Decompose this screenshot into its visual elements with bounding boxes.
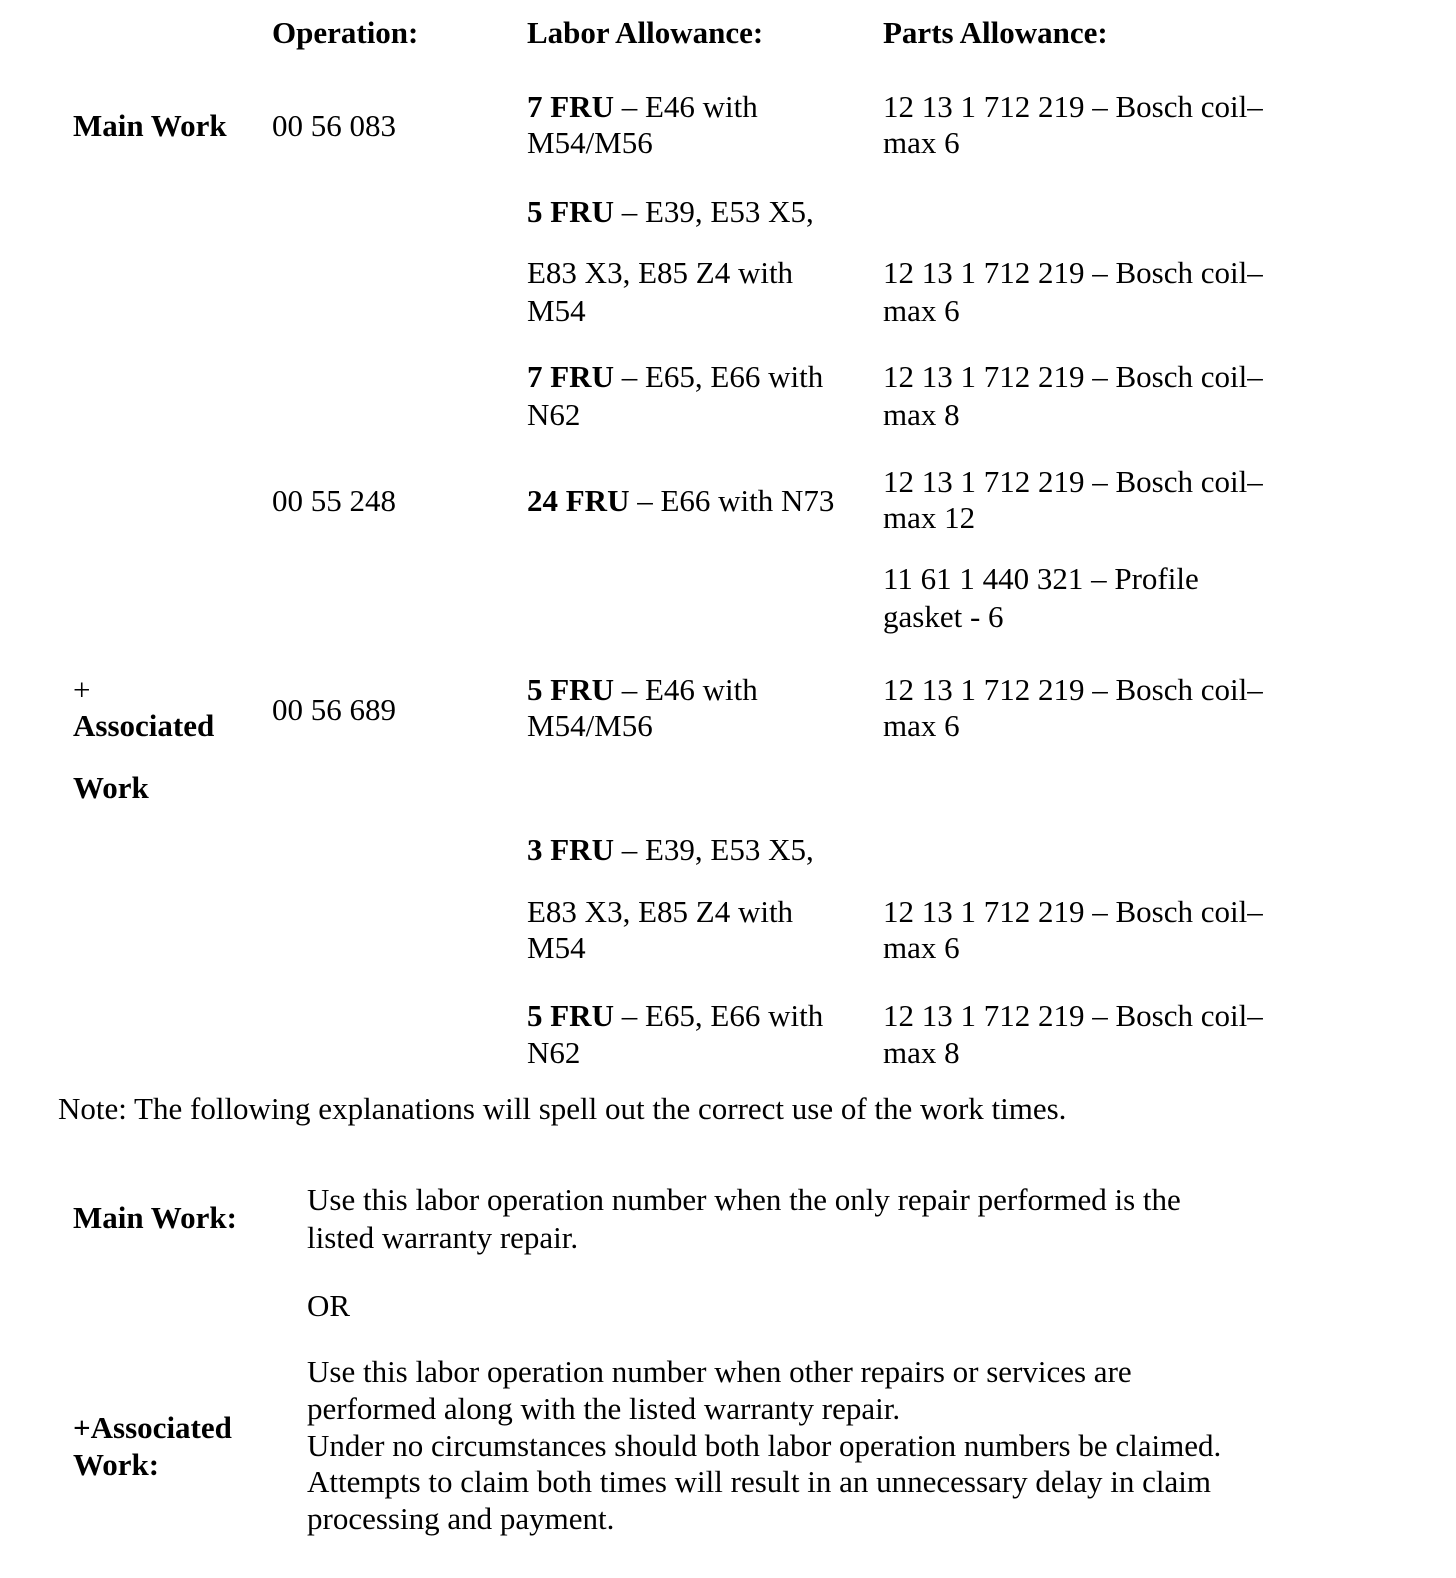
labor-row-10-line-2: N62 xyxy=(527,1035,581,1070)
parts-row-9-line-2: max 6 xyxy=(883,930,960,965)
parts-row-6: 11 61 1 440 321 – Profile xyxy=(883,561,1199,596)
labor-row-5 xyxy=(527,482,834,519)
parts-row-7: 12 13 1 712 219 – Bosch coil– xyxy=(883,672,1263,707)
explanation-associated-text-3: Under no circumstances should both labor operation numbers be claimed. xyxy=(307,1428,1222,1463)
parts-row-5-line-2: max 12 xyxy=(883,500,976,535)
header-operation: Operation: xyxy=(272,15,419,50)
labor-fru: 7 FRU xyxy=(527,89,614,124)
explanation-associated-work-label-line-2: Work: xyxy=(73,1447,160,1482)
labor-row-3: E83 X3, E85 Z4 with xyxy=(527,255,794,290)
parts-row-1-line-2: max 6 xyxy=(883,125,960,160)
labor-text: – E65, E66 with xyxy=(613,998,824,1033)
main-work-label: Main Work xyxy=(73,108,227,143)
note-text: Note: The following explanations will spell out the correct use of the work times. xyxy=(58,1091,1067,1126)
labor-fru: 5 FRU xyxy=(527,998,614,1033)
explanation-associated-text-2: performed along with the listed warranty repair. xyxy=(307,1391,901,1426)
header-parts-allowance: Parts Allowance: xyxy=(883,15,1108,50)
explanation-main-work-text: Use this labor operation number when the only repair performed is the xyxy=(307,1182,1181,1217)
labor-text: – E46 with xyxy=(613,672,758,707)
labor-fru: 7 FRU xyxy=(527,359,614,394)
parts-row-1: 12 13 1 712 219 – Bosch coil– xyxy=(883,89,1263,124)
labor-fru: 5 FRU xyxy=(527,672,614,707)
explanation-main-work-label: Main Work: xyxy=(73,1200,237,1235)
labor-row-1-line-2: M54/M56 xyxy=(527,125,653,160)
main-work-operation: 00 56 083 xyxy=(272,108,396,143)
parts-row-5: 12 13 1 712 219 – Bosch coil– xyxy=(883,464,1263,499)
labor-row-9: E83 X3, E85 Z4 with xyxy=(527,894,794,929)
labor-row-3-line-2: M54 xyxy=(527,293,586,328)
labor-text: – E65, E66 with xyxy=(613,359,824,394)
operation-00-56-689: 00 56 689 xyxy=(272,692,396,727)
explanation-associated-text-4: Attempts to claim both times will result in an unnecessary delay in claim xyxy=(307,1464,1211,1499)
parts-row-10: 12 13 1 712 219 – Bosch coil– xyxy=(883,998,1263,1033)
labor-text: – E46 with xyxy=(613,89,758,124)
labor-row-4-line-2: N62 xyxy=(527,397,581,432)
associated-work-label: Associated xyxy=(73,708,215,743)
parts-row-7-line-2: max 6 xyxy=(883,708,960,743)
labor-row-9-line-2: M54 xyxy=(527,930,586,965)
labor-row-1 xyxy=(527,88,758,125)
labor-text: – E39, E53 X5, xyxy=(613,194,814,229)
explanation-associated-work-label: +Associated xyxy=(73,1410,232,1445)
labor-text: – E66 with N73 xyxy=(629,483,835,518)
labor-row-8 xyxy=(527,831,814,868)
parts-row-4-line-2: max 8 xyxy=(883,397,960,432)
explanation-associated-text-1: Use this labor operation number when other repairs or services are xyxy=(307,1354,1132,1389)
associated-plus: + xyxy=(73,672,91,707)
labor-fru: 5 FRU xyxy=(527,194,614,229)
parts-row-4: 12 13 1 712 219 – Bosch coil– xyxy=(883,359,1263,394)
labor-row-7-line-2: M54/M56 xyxy=(527,708,653,743)
associated-work-label-line-2: Work xyxy=(73,770,149,805)
explanation-associated-text-5: processing and payment. xyxy=(307,1501,615,1536)
header-labor-allowance: Labor Allowance: xyxy=(527,15,764,50)
parts-row-9: 12 13 1 712 219 – Bosch coil– xyxy=(883,894,1263,929)
explanation-or: OR xyxy=(307,1288,351,1323)
labor-fru: 24 FRU xyxy=(527,483,630,518)
explanation-main-work-text-line-2: listed warranty repair. xyxy=(307,1220,579,1255)
labor-row-4 xyxy=(527,358,823,395)
operation-00-55-248: 00 55 248 xyxy=(272,483,396,518)
labor-text: – E39, E53 X5, xyxy=(613,832,814,867)
parts-row-6-line-2: gasket - 6 xyxy=(883,599,1004,634)
labor-row-2 xyxy=(527,193,814,230)
labor-row-7 xyxy=(527,671,758,708)
parts-row-3-line-2: max 6 xyxy=(883,293,960,328)
parts-row-10-line-2: max 8 xyxy=(883,1035,960,1070)
labor-row-10 xyxy=(527,997,823,1034)
labor-fru: 3 FRU xyxy=(527,832,614,867)
parts-row-3: 12 13 1 712 219 – Bosch coil– xyxy=(883,255,1263,290)
